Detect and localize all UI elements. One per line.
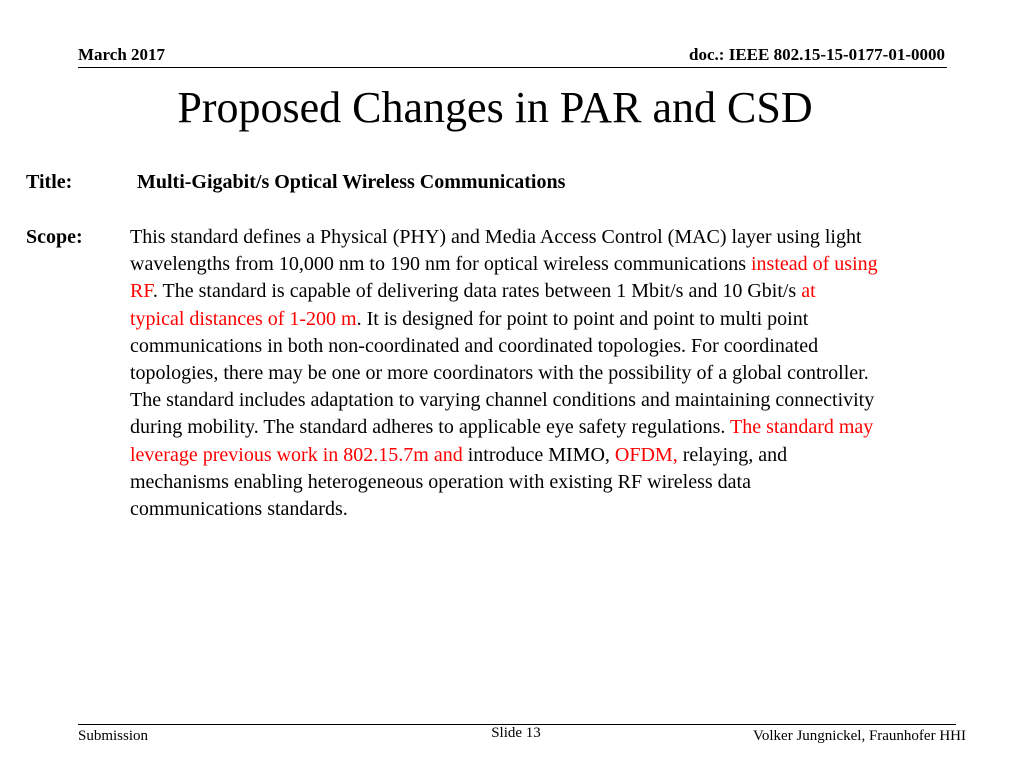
scope-text-segment: . The standard is capable of delivering data rates between 1 Mbit/s and 10 Gbit/s [152, 280, 802, 303]
scope-line [130, 224, 1000, 251]
scope-text-segment: wavelengths from 10,000 nm to 190 nm for optical wireless communications [130, 253, 751, 276]
scope-text [130, 224, 1000, 523]
scope-text-segment: mechanisms enabling heterogeneous operation with existing RF wireless data [130, 470, 751, 493]
scope-text-segment: introduce MIMO, [462, 443, 615, 466]
header-date: March 2017 [78, 45, 166, 64]
scope-highlight: leverage previous work in 802.15.7m and [130, 443, 463, 466]
scope-text-segment: This standard defines a Physical (PHY) and Media Access Control (MAC) layer using light [130, 226, 862, 248]
scope-highlight: The standard may [730, 416, 874, 439]
scope-line [130, 278, 1000, 305]
title-label: Title: [26, 171, 73, 193]
scope-line [130, 442, 1000, 469]
scope-line [130, 360, 1000, 387]
scope-label: Scope: [26, 226, 83, 248]
scope-line [130, 333, 1000, 360]
scope-line [130, 469, 1000, 496]
header-doc-id: doc.: IEEE 802.15-15-0177-01-0000 [689, 45, 945, 64]
scope-line [130, 414, 1000, 441]
title-value: Multi-Gigabit/s Optical Wireless Communications [137, 171, 566, 193]
scope-line [130, 251, 1000, 278]
scope-text-segment: during mobility. The standard adheres to applicable eye safety regulations. [130, 416, 731, 439]
scope-highlight: OFDM, [614, 443, 678, 466]
scope-text-segment: The standard includes adaptation to varying channel conditions and maintaining connectivity [130, 389, 875, 412]
scope-line [130, 306, 1000, 333]
scope-line [130, 387, 1000, 414]
scope-highlight: instead of using [751, 253, 878, 276]
scope-text-segment: communications standards. [130, 498, 348, 521]
scope-text-segment: communications in both non-coordinated and coordinated topologies. For coordinated [130, 334, 819, 357]
slide-title: Proposed Changes in PAR and CSD [177, 83, 813, 132]
scope-line [130, 496, 1000, 523]
scope-highlight: at [801, 280, 816, 303]
footer-author: Volker Jungnickel, Fraunhofer HHI [752, 728, 966, 744]
scope-text-segment: topologies, there may be one or more coordinators with the possibility of a global controller. [130, 362, 869, 385]
footer-slide-number: Slide 13 [491, 725, 541, 741]
header-divider [78, 67, 947, 68]
scope-text-segment: . It is designed for point to point and point to multi point [356, 307, 809, 330]
scope-highlight: RF [130, 280, 153, 303]
scope-text-segment: relaying, and [677, 443, 788, 466]
footer-submission: Submission [78, 728, 149, 744]
scope-highlight: typical distances of 1-200 m [130, 307, 357, 330]
